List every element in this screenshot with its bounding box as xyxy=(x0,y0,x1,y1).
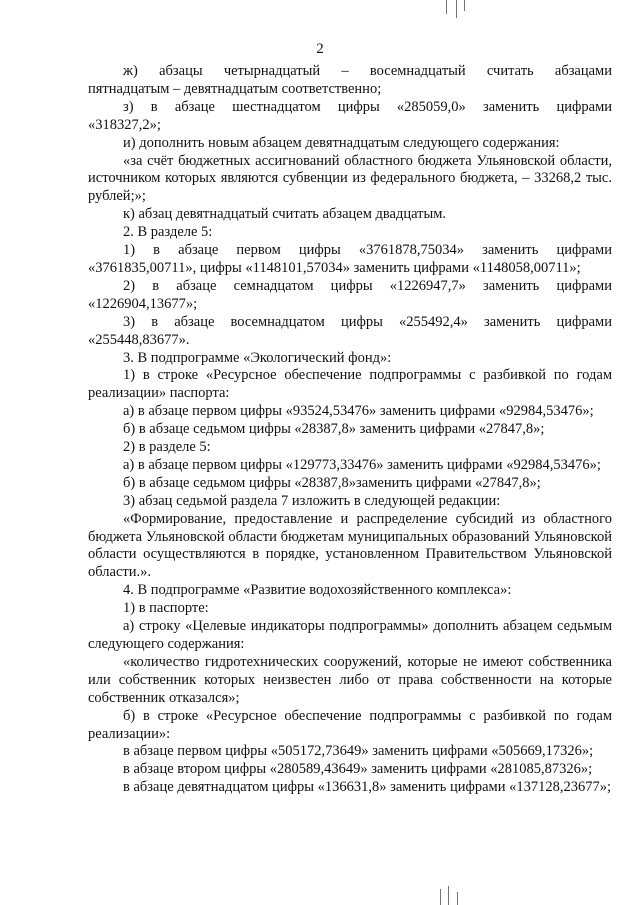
paragraph: 2) в разделе 5: xyxy=(123,439,211,456)
scan-mark-bottom xyxy=(440,889,441,905)
paragraph: и) дополнить новым абзацем девятнадцатым следующего содержания: xyxy=(123,134,560,151)
paragraph: 1) в строке «Ресурсное обеспечение подпрограммы с разбивкой по годам реализации» паспорта: xyxy=(88,367,612,402)
paragraph: а) строку «Целевые индикаторы подпрограммы» дополнить абзацем седьмым следующего содержания: xyxy=(88,618,612,652)
paragraph: ж) абзацы четырнадцатый – восемнадцатый считать абзацами xyxy=(123,63,612,79)
paragraph: пятнадцатым – девятнадцатым соответственно; xyxy=(88,80,382,97)
paragraph: к) абзац девятнадцатый считать абзацем двадцатым. xyxy=(123,206,447,223)
page-number: 2 xyxy=(316,41,324,57)
paragraph: «318327,2»; xyxy=(88,116,161,133)
paragraph: 2. В разделе 5: xyxy=(123,224,213,241)
scan-mark-bottom xyxy=(457,892,458,905)
paragraph: а) в абзаце первом цифры «129773,33476» заменить цифрами «92984,53476»; xyxy=(123,456,601,473)
paragraph: 2) в абзаце семнадцатом цифры «1226947,7» заменить цифрами «1226904,13677»; xyxy=(88,277,612,312)
paragraph: в абзаце первом цифры «505172,73649» заменить цифрами «505669,17326»; xyxy=(123,743,594,760)
paragraph: б) в абзаце седьмом цифры «28387,8»заменить цифрами «27847,8»; xyxy=(123,474,541,491)
paragraph: «Формирование, предоставление и распределение субсидий из областного бюджета Ульяновской области бюджетам муниципальных образований Ульяновской области осуществляются в порядке, установленном Правительством Ульяновской области.». xyxy=(88,510,612,581)
scan-mark-top xyxy=(464,0,465,11)
paragraph: 1) в абзаце первом цифры «3761878,75034» заменить цифрами «3761835,00711», цифры «1148101,57034» заменить цифрами «1148058,00711»; xyxy=(88,242,612,276)
paragraph: 4. В подпрограмме «Развитие водохозяйственного комплекса»: xyxy=(123,582,512,599)
document-body xyxy=(88,63,612,797)
scan-mark-top xyxy=(446,0,447,14)
paragraph: б) в строке «Ресурсное обеспечение подпрограммы с разбивкой по годам реализации»: xyxy=(88,707,612,742)
paragraph: в абзаце втором цифры «280589,43649» заменить цифрами «281085,87326»; xyxy=(123,761,593,778)
paragraph: «количество гидротехнических сооружений, которые не имеют собственника или собственник которых неизвестен либо от права собственности на которые собственник отказался»; xyxy=(88,653,612,706)
paragraph: 1) в паспорте: xyxy=(123,600,209,617)
paragraph: 3) абзац седьмой раздела 7 изложить в следующей редакции: xyxy=(123,492,501,509)
scan-mark-top xyxy=(456,0,457,18)
paragraph: а) в абзаце первом цифры «93524,53476» заменить цифрами «92984,53476»; xyxy=(123,403,594,420)
scan-mark-bottom xyxy=(448,886,449,905)
paragraph: в абзаце девятнадцатом цифры «136631,8» заменить цифрами «137128,23677»; xyxy=(123,779,612,796)
paragraph: 3. В подпрограмме «Экологический фонд»: xyxy=(123,349,392,366)
paragraph: «за счёт бюджетных ассигнований областного бюджета Ульяновской области, источником которых являются субвенции из федерального бюджета, – 33268,2 тыс. рублей;»; xyxy=(88,152,612,205)
paragraph: 3) в абзаце восемнадцатом цифры «255492,4» заменить цифрами «255448,83677». xyxy=(88,313,612,348)
paragraph: б) в абзаце седьмом цифры «28387,8» заменить цифрами «27847,8»; xyxy=(123,421,545,438)
paragraph: з) в абзаце шестнадцатом цифры «285059,0» заменить цифрами xyxy=(123,98,612,115)
